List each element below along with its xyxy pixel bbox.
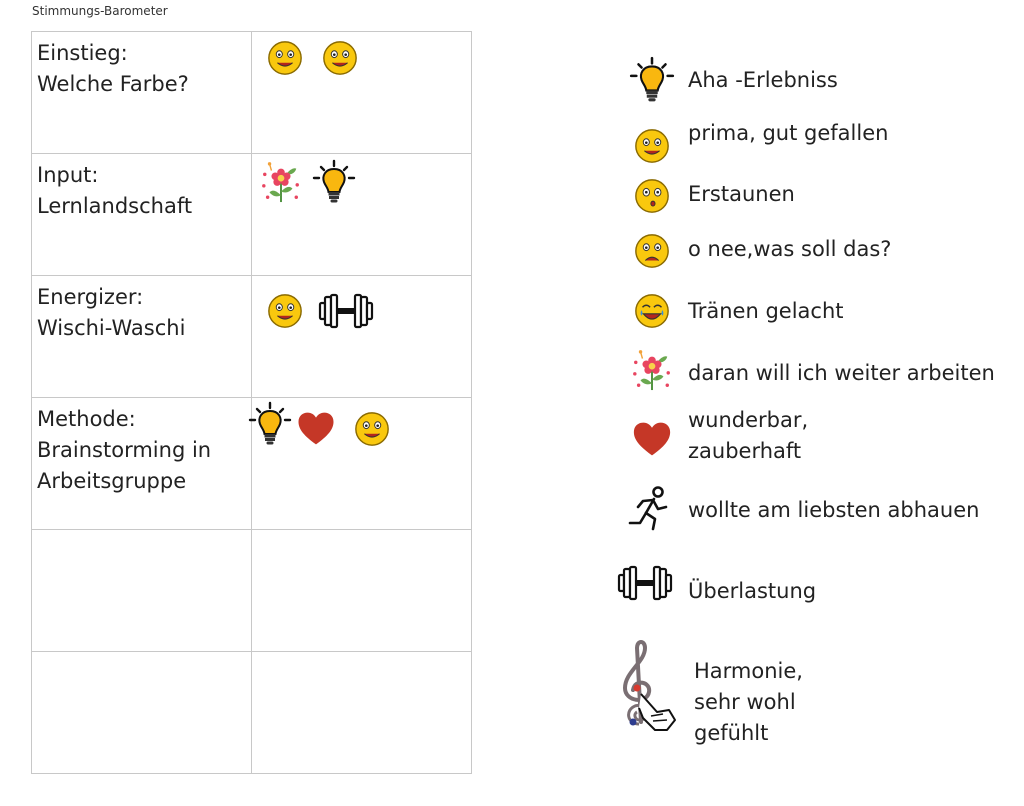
dumbbell-icon xyxy=(617,563,673,603)
smiley-icon xyxy=(353,410,391,448)
table-cell-icons xyxy=(252,32,472,154)
table-row xyxy=(32,530,472,652)
table-row xyxy=(32,652,472,774)
table-cell-label xyxy=(32,154,252,276)
table-cell-label xyxy=(32,276,252,398)
table-cell-label xyxy=(32,398,252,530)
table-cell-icons xyxy=(252,398,472,530)
legend-text: Harmonie, sehr wohl gefühlt xyxy=(694,659,803,745)
table-cell-icons xyxy=(252,276,472,398)
table-row xyxy=(32,154,472,276)
smiley-icon xyxy=(266,292,304,330)
heart-icon xyxy=(296,410,336,447)
heart-icon xyxy=(631,420,673,458)
lightbulb-icon xyxy=(310,158,358,206)
legend-text: Aha -Erlebniss xyxy=(688,68,838,92)
document-title: Stimmungs-Barometer xyxy=(32,4,168,18)
running-person-icon xyxy=(626,485,674,533)
legend-text: wollte am liebsten abhauen xyxy=(688,498,980,522)
smiley-icon xyxy=(266,39,304,77)
dumbbell-icon xyxy=(318,291,374,331)
legend-text: wunderbar, zauberhaft xyxy=(688,408,809,463)
table-cell-icons xyxy=(252,154,472,276)
table-cell-label xyxy=(32,530,252,652)
lightbulb-icon xyxy=(627,55,677,105)
barometer-table xyxy=(31,31,472,774)
legend-text: o nee,was soll das? xyxy=(688,237,892,261)
table-cell-label xyxy=(32,32,252,154)
smiley-icon xyxy=(321,39,359,77)
smiley-icon xyxy=(633,127,671,165)
treble-clef-hand-icon xyxy=(616,638,682,734)
table-cell-label xyxy=(32,652,252,774)
table-cell-icons xyxy=(252,530,472,652)
row-label: Input: Lernlandschaft xyxy=(37,163,193,218)
lightbulb-icon xyxy=(246,400,294,448)
flower-icon xyxy=(631,347,673,393)
flower-icon xyxy=(260,159,302,205)
legend-text: Überlastung xyxy=(688,579,817,603)
legend-text: daran will ich weiter arbeiten xyxy=(688,361,995,385)
row-label: Methode: Brainstorming in Arbeitsgruppe xyxy=(37,407,212,493)
legend-text: Tränen gelacht xyxy=(688,299,844,323)
row-label: Energizer: Wischi-Waschi xyxy=(37,285,186,340)
table-row xyxy=(32,276,472,398)
laughing-tears-icon xyxy=(633,292,671,330)
table-row xyxy=(32,32,472,154)
sad-face-icon xyxy=(633,232,671,270)
table-row xyxy=(32,398,472,530)
legend-text: Erstaunen xyxy=(688,182,795,206)
surprised-face-icon xyxy=(633,177,671,215)
table-cell-icons xyxy=(252,652,472,774)
row-label: Einstieg: Welche Farbe? xyxy=(37,41,189,96)
legend-text: prima, gut gefallen xyxy=(688,121,889,145)
